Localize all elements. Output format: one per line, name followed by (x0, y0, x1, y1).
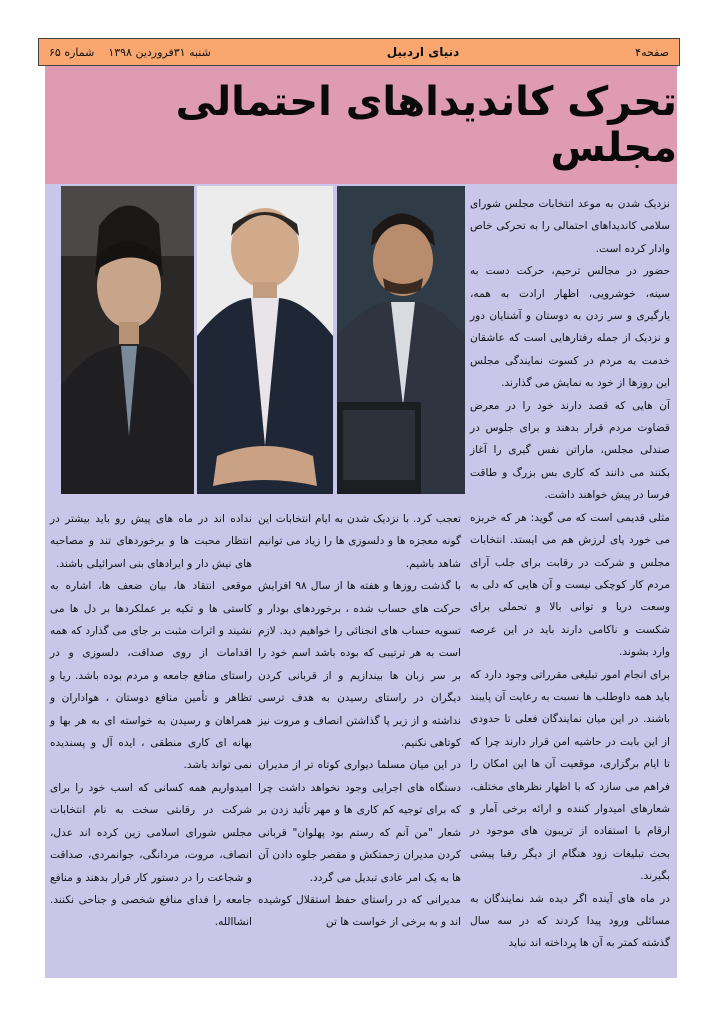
paragraph: مثلی قدیمی است که می گوید: هر که خربزه می خورد پای لرزش هم می ایستد. انتخابات مجلس و شرکت در رقابت برای جلب آرای مردم کار کوچکی نیست و آن هایی که دلی به وسعت دریا و توانی بالا و تحملی برای شکست و ناکامی دارند باید در این عرصه وارد بشوند. (470, 511, 670, 659)
paragraph: موقعی انتقاد ها، بیان ضعف ها، اشاره به کاستی ها و تکیه بر عملکردها بر دل ها می نشیند و اثرات مثبت بر جای می گذارد که همه اقدامات از روی صداقت، دلسوزی و در راستای منافع جامعه و مردم بوده باشد. ریا و تظاهر و تأمین منافع دوستان ، هواداران و همراهان و رسیدن به خواسته ای به هر بها و بهانه ای کاری منطقی ، ایده آل و پسندیده نمی تواند باشد. (50, 580, 252, 772)
paragraph: نداده اند در ماه های پیش رو باید بیشتر در انتظار محبت ها و برخوردهای تند و مصاحبه های نیش دار و ایرادهای بنی اسرائیلی باشند. (50, 513, 252, 570)
candidate-photo-2 (197, 186, 333, 494)
paragraph: مدیرانی که در راستای حفظ استقلال کوشیده اند و به برخی از خواست ها تن (258, 893, 461, 929)
article-column-left (50, 508, 252, 934)
paragraph: آن هایی که قصد دارند خود را در معرض قضاوت مردم قرار بدهند و برای جلوس در صندلی مجلس، ماراتن نفس گیری را آغاز بکنند می دانند که کاری بس بزرگ و طاقت فرسا در پیش خواهند داشت. (470, 399, 670, 502)
page-number: صفحه۴ (635, 45, 669, 59)
headline-band (45, 66, 677, 184)
page-header (38, 38, 680, 66)
paragraph: با گذشت روزها و هفته ها از سال ۹۸ افزایش حرکت های حساب شده ، برخوردهای بودار و تسویه حساب های انجنائی را خواهیم دید. لازم است به هر ترتیبی که بوده باشد اسم خود را بر سر زبان ها بیندازیم و از قربانی کردن دیگران در راستای رسیدن به هدف ترسی نداشته و از زیر پا گذاشتن انصاف و مروت نیز کوتاهی نکنیم. (258, 580, 461, 750)
paragraph: امیدواریم همه کسانی که اسب خود را برای شرکت در رقابتی سخت به نام انتخابات مجلس شورای اسلامی زین کرده اند عدل، انصاف، مروت، مردانگی، جوانمردی، صداقت و شجاعت را در دستور کار قرار بدهند و منافع جامعه را فدای منافع شخصی و جناحی نکنند. انشاالله. (50, 781, 252, 929)
paragraph: برای انجام امور تبلیغی مقرراتی وجود دارد که باید همه داوطلب ها نسبت به رعایت آن پایبند باشند. در این میان نمایندگان فعلی تا حدودی از این بابت در حاشیه امن قرار دارند چرا که تا ایام برگزاری، موقعیت آن ها این امکان را فراهم می سازد که با اظهار نظرهای مختلف، شعارهای امیدوار کننده و ارائه برخی آمار و ارقام با استفاده از تریبون های موجود در بحث تبلیغات زود هنگام از دیگر رقبا پیشی بگیرند. (470, 668, 670, 883)
issue-number: شماره ۶۵ (49, 45, 95, 59)
paragraph: حضور در مجالس ترحیم، حرکت دست به سینه، خوشرویی، اظهار ارادت به همه، یارگیری و سر زدن به دوستان و آشنایان دور و نزدیک از جمله رفتارهایی است که عاشقان خدمت به مردم در کسوت نمایندگی مجلس این روزها از خود به نمایش می گذارند. (470, 265, 670, 390)
candidate-photo-3 (337, 186, 465, 494)
paragraph: در ماه های آینده اگر دیده شد نمایندگان به مسائلی ورود پیدا کردند که در سه سال گذشته کمتر به آن ها پرداخته اند نباید (470, 892, 670, 950)
candidate-photo-1 (61, 186, 194, 494)
article-column-right (470, 193, 670, 955)
article-column-middle (258, 508, 461, 934)
paragraph: نزدیک شدن به موعد انتخابات مجلس شورای سلامی کاندیداهای احتمالی را به تحرکی خاص وادار کرده است. (470, 198, 670, 255)
paragraph: تعجب کرد. با نزدیک شدن به ایام انتخابات این گونه معجزه ها و دلسوزی ها را زیاد می توانیم شاهد باشیم. (258, 513, 461, 570)
magazine-name: دنیای اردبیل (386, 45, 460, 59)
issue-date: شنبه ۳۱فروردین ۱۳۹۸ (108, 45, 211, 59)
paragraph: در این میان مسلما دیواری کوتاه تر از مدیران دستگاه های اجرایی وجود نخواهد داشت چرا که برای توجیه کم کاری ها و مهر تأئید زدن بر شعار "من آنم که رستم بود پهلوان" قربانی کردن مدیران زحمتکش و مقصر جلوه دادن آن ها به یک امر عادی تبدیل می گردد. (258, 759, 461, 884)
headline: تحرک کاندیداهای احتمالی مجلس (175, 79, 677, 171)
